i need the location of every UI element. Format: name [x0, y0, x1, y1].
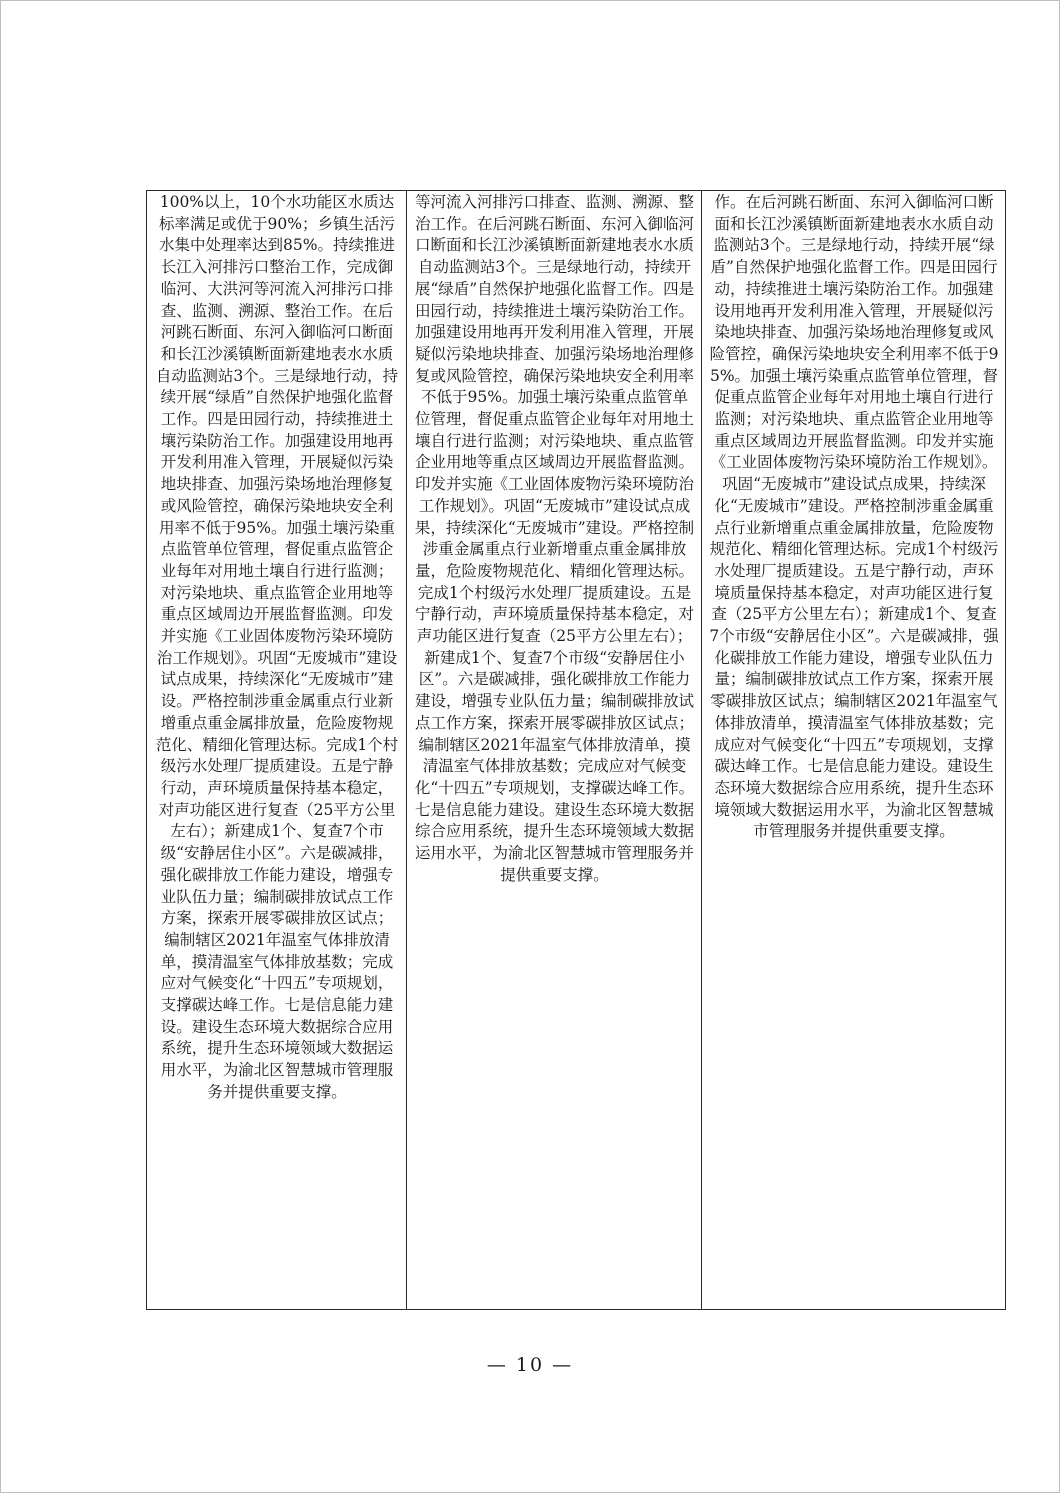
- table-cell-column-2: [407, 191, 702, 1310]
- content-table: [146, 190, 1006, 1310]
- table-cell-column-1: [147, 191, 407, 1310]
- cell-text: 等河流入河排污口排查、监测、溯源、整治工作。在后河跳石断面、东河入御临河口断面和长江沙溪镇断面新建地表水水质自动监测站3个。三是绿地行动，持续开展“绿盾”自然保护地强化监督工作。四是田园行动，持续推进土壤污染防治工作。加强建设用地再开发利用准入管理，开展疑似污染地块排查、加强污染场地治理修复或风险管控，确保污染地块安全利用率不低于95%。加强土壤污染重点监管单位管理，督促重点监管企业每年对用地土壤自行进行监测；对污染地块、重点监管企业用地等重点区域周边开展监督监测。印发并实施《工业固体废物污染环境防治工作规划》。巩固“无废城市”建设试点成果，持续深化“无废城市”建设。严格控制涉重金属重点行业新增重点重金属排放量，危险废物规范化、精细化管理达标。完成1个村级污水处理厂提质建设。五是宁静行动，声环境质量保持基本稳定，对声功能区进行复查（25平方公里左右）；新建成1个、复查7个市级“安静居住小区”。六是碳减排，强化碳排放工作能力建设，增强专业队伍力量；编制碳排放试点工作方案，探索开展零碳排放区试点；编制辖区2021年温室气体排放清单，摸清温室气体排放基数；完成应对气候变化“十四五”专项规划，支撑碳达峰工作。七是信息能力建设。建设生态环境大数据综合应用系统，提升生态环境领域大数据运用水平，为渝北区智慧城市管理服务并提供重要支撑。: [414, 193, 695, 884]
- cell-text: 100%以上，10个水功能区水质达标率满足或优于90%；乡镇生活污水集中处理率达到85%。持续推进长江入河排污口整治工作，完成御临河、大洪河等河流入河排污口排查、监测、溯源、整治工作。在后河跳石断面、东河入御临河口断面和长江沙溪镇断面新建地表水水质自动监测站3个。三是绿地行动，持续开展“绿盾”自然保护地强化监督工作。四是田园行动，持续推进土壤污染防治工作。加强建设用地再开发利用准入管理，开展疑似污染地块排查、加强污染场地治理修复或风险管控，确保污染地块安全利用率不低于95%。加强土壤污染重点监管单位管理，督促重点监管企业每年对用地土壤自行进行监测；对污染地块、重点监管企业用地等重点区域周边开展监督监测。印发并实施《工业固体废物污染环境防治工作规划》。巩固“无废城市”建设试点成果，持续深化“无废城市”建设。严格控制涉重金属重点行业新增重点重金属排放量，危险废物规范化、精细化管理达标。完成1个村级污水处理厂提质建设。五是宁静行动，声环境质量保持基本稳定，对声功能区进行复查（25平方公里左右）；新建成1个、复查7个市级“安静居住小区”。六是碳减排，强化碳排放工作能力建设，增强专业队伍力量；编制碳排放试点工作方案，探索开展零碳排放区试点；编制辖区2021年温室气体排放清单，摸清温室气体排放基数；完成应对气候变化“十四五”专项规划，支撑碳达峰工作。七是信息能力建设。建设生态环境大数据综合应用系统，提升生态环境领域大数据运用水平，为渝北区智慧城市管理服务并提供重要支撑。: [155, 193, 399, 1101]
- page-number: — 10 —: [486, 1354, 574, 1376]
- table-row: [147, 191, 1006, 1310]
- table-cell-column-3: [702, 191, 1006, 1310]
- cell-text: 作。在后河跳石断面、东河入御临河口断面和长江沙溪镇断面新建地表水水质自动监测站3个。三是绿地行动，持续开展“绿盾”自然保护地强化监督工作。四是田园行动，持续推进土壤污染防治工作。加强建设用地再开发利用准入管理，开展疑似污染地块排查、加强污染场地治理修复或风险管控，确保污染地块安全利用率不低于95%。加强土壤污染重点监管单位管理，督促重点监管企业每年对用地土壤自行进行监测；对污染地块、重点监管企业用地等重点区域周边开展监督监测。印发并实施《工业固体废物污染环境防治工作规划》。巩固“无废城市”建设试点成果，持续深化“无废城市”建设。严格控制涉重金属重点行业新增重点重金属排放量，危险废物规范化、精细化管理达标。完成1个村级污水处理厂提质建设。五是宁静行动，声环境质量保持基本稳定，对声功能区进行复查（25平方公里左右）；新建成1个、复查7个市级“安静居住小区”。六是碳减排，强化碳排放工作能力建设，增强专业队伍力量；编制碳排放试点工作方案，探索开展零碳排放区试点；编制辖区2021年温室气体排放清单，摸清温室气体排放基数；完成应对气候变化“十四五”专项规划，支撑碳达峰工作。七是信息能力建设。建设生态环境大数据综合应用系统，提升生态环境领域大数据运用水平，为渝北区智慧城市管理服务并提供重要支撑。: [709, 193, 999, 841]
